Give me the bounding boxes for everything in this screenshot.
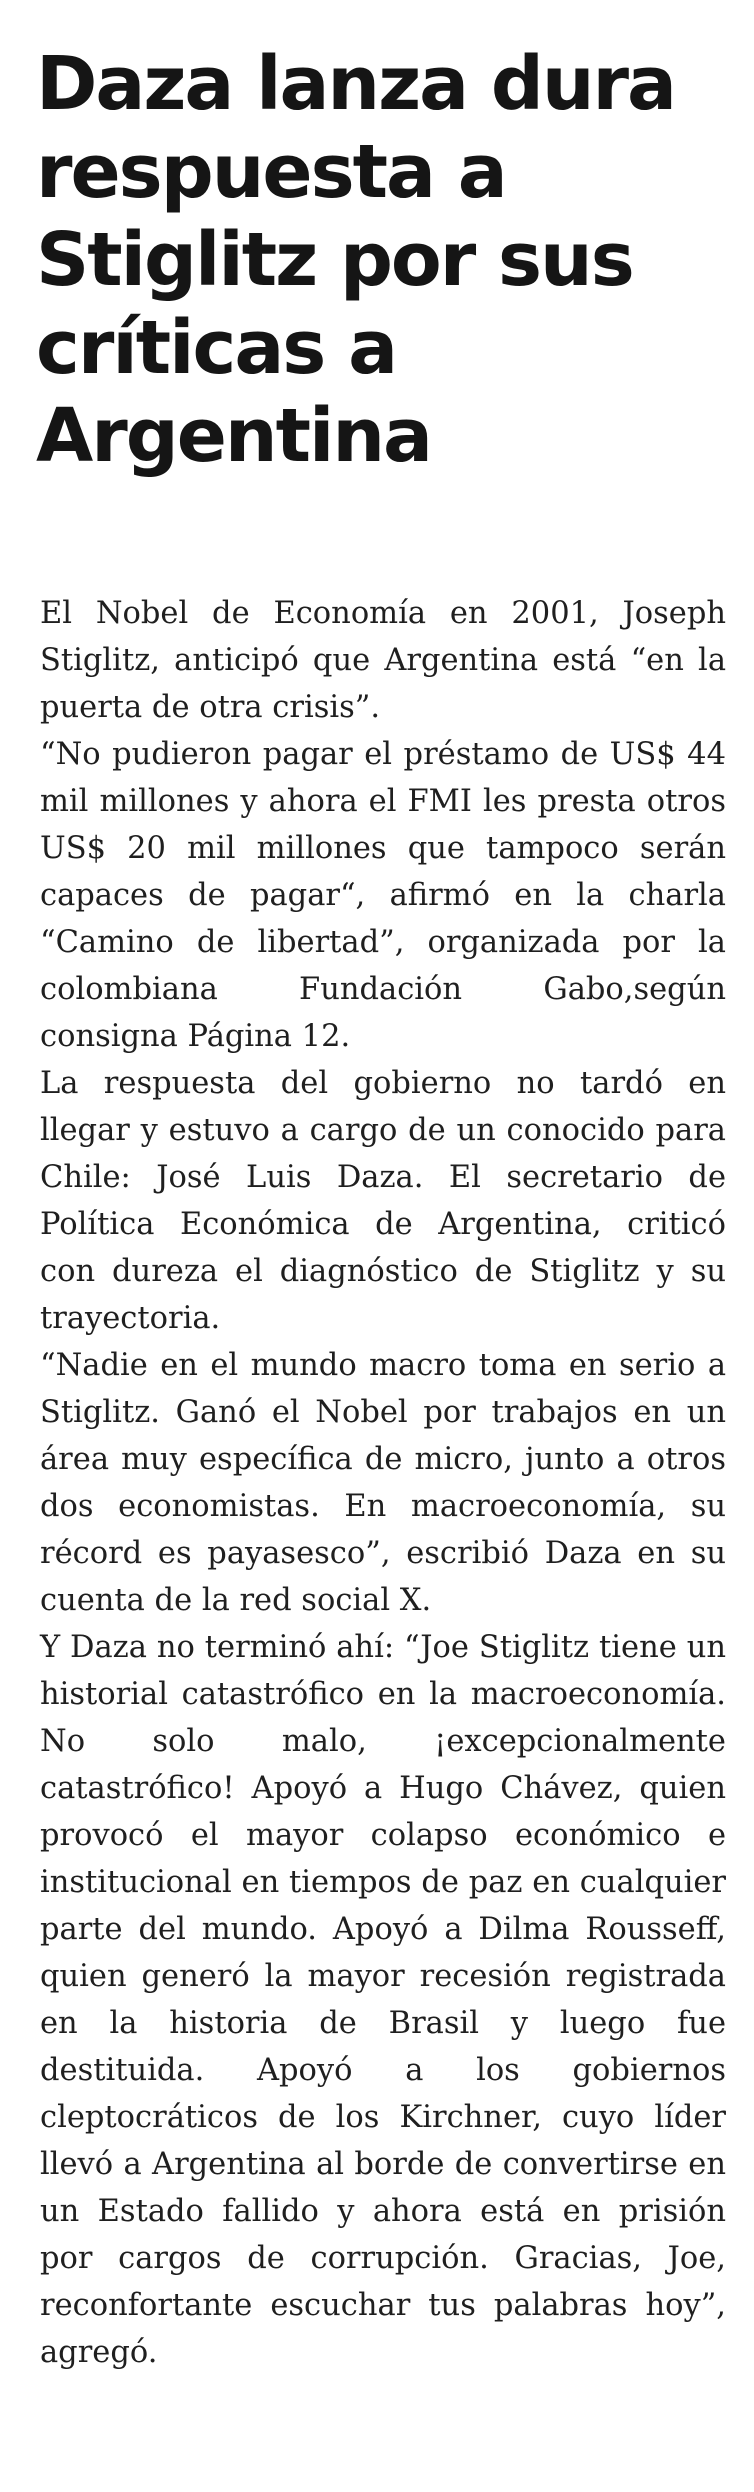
paragraph-3: La respuesta del gobierno no tardó en llegar y estuvo a cargo de un conocido para Chile: José Luis Daza. El secretario de Política Económica de Argentina, criticó con dureza el diagnóstico de Stiglitz y su trayectoria. — [40, 1066, 726, 1336]
paragraph-1: El Nobel de Economía en 2001, Joseph Stiglitz, anticipó que Argentina está “en la puerta de otra crisis”. — [40, 596, 726, 725]
paragraph-4: “Nadie en el mundo macro toma en serio a Stiglitz. Ganó el Nobel por trabajos en un área muy específica de micro, junto a otros dos economistas. En macroeconomía, su récord es payasesco”, escribió Daza en su cuenta de la red social X. — [40, 1348, 726, 1618]
headline: Daza lanza dura respuesta a Stiglitz por sus críticas a Argentina — [36, 41, 675, 479]
paragraph-2: “No pudieron pagar el préstamo de US$ 44 mil millones y ahora el FMI les presta otros US$ 20 mil millones que tampoco serán capaces de pagar“, afirmó en la charla “Camino de libertad”, organizada por la colombiana Fundación Gabo,según consigna Página 12. — [40, 737, 726, 1054]
article-body — [40, 590, 726, 2376]
paragraph-5: Y Daza no terminó ahí: “Joe Stiglitz tiene un historial catastrófico en la macroeconomía. No solo malo, ¡excepcionalmente catastrófico! Apoyó a Hugo Chávez, quien provocó el mayor colapso económico e institucional en tiempos de paz en cualquier parte del mundo. Apoyó a Dilma Rousseff, quien generó la mayor recesión registrada en la historia de Brasil y luego fue destituida. Apoyó a los gobiernos cleptocráticos de los Kirchner, cuyo líder llevó a Argentina al borde de convertirse en un Estado fallido y ahora está en prisión por cargos de corrupción. Gracias, Joe, reconfortante escuchar tus palabras hoy”, agregó. — [40, 1630, 726, 2370]
